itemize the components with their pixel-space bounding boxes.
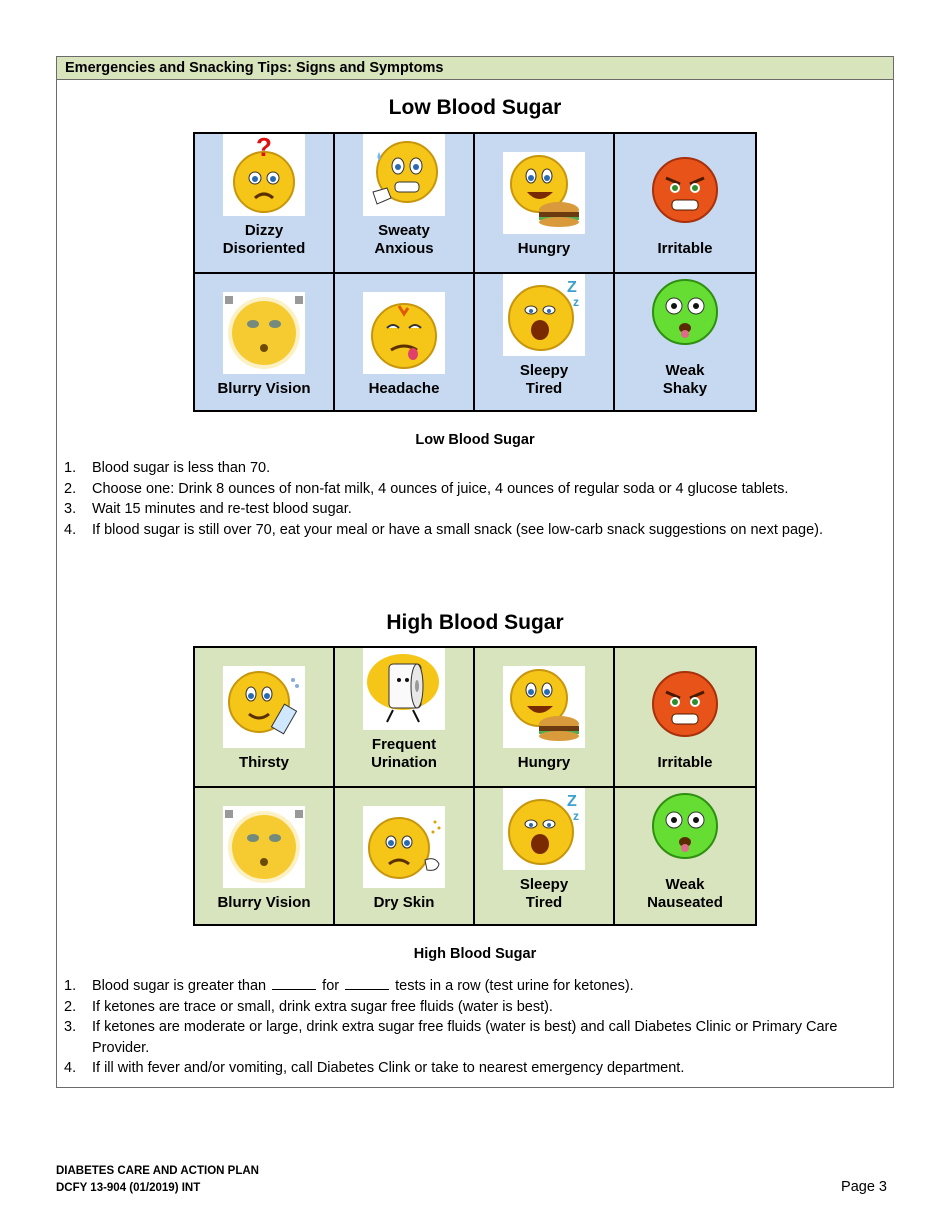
list-text: If blood sugar is still over 70, eat your meal or have a small snack (see low-carb snack suggestions on next page). [92, 521, 824, 538]
list-text: If ketones are trace or small, drink extra sugar free fluids (water is best). [92, 998, 553, 1015]
footer-form-title: DIABETES CARE AND ACTION PLAN [56, 1165, 259, 1177]
high-blood-sugar-steps [64, 976, 884, 1079]
page-number: Page 3 [841, 1179, 887, 1195]
list-number: 3. [64, 501, 77, 517]
high-cell-sleepy [475, 788, 615, 926]
cell-label-line1: Weak [665, 876, 705, 893]
cell-label-line1: Sweaty [378, 222, 430, 239]
high-cell-urination [335, 648, 475, 788]
low-cell-sweaty [335, 134, 475, 274]
cell-label-line2: Anxious [374, 240, 434, 257]
cell-label-line1: Headache [368, 380, 440, 397]
high-cell-weak [615, 788, 755, 926]
list-item [64, 1058, 884, 1079]
low-blood-sugar-caption: Low Blood Sugar [415, 432, 535, 448]
sweaty-face-icon [363, 134, 445, 216]
list-item [64, 976, 884, 997]
list-item [64, 479, 884, 500]
toilet-paper-icon [363, 648, 445, 730]
low-cell-weak [615, 274, 755, 412]
dizzy-face-icon [223, 134, 305, 216]
svg-text:?: ? [256, 134, 272, 162]
list-number: 2. [64, 998, 77, 1015]
svg-text:Z: Z [567, 793, 577, 810]
low-cell-blurry [195, 274, 335, 412]
list-text: If ketones are moderate or large, drink extra sugar free fluids (water is best) and call Diabetes Clinic or Primary Care Provider. [92, 1019, 838, 1056]
cell-label-line2: Urination [371, 754, 437, 771]
cell-label-line2: Nauseated [647, 894, 723, 911]
list-text: Wait 15 minutes and re-test blood sugar. [92, 501, 352, 517]
low-symptoms-grid [193, 132, 757, 412]
cell-label-line2: Disoriented [222, 240, 306, 257]
list-item [64, 997, 884, 1018]
sleepy-face-icon [503, 788, 585, 870]
low-blood-sugar-title: Low Blood Sugar [388, 96, 562, 119]
list-number: 1. [64, 460, 77, 476]
headache-face-icon [363, 292, 445, 374]
high-symptoms-grid [193, 646, 757, 926]
cell-label-line1: Frequent [371, 736, 437, 753]
svg-text:z: z [573, 809, 579, 823]
list-item [64, 458, 884, 479]
sleepy-face-icon [503, 274, 585, 356]
footer-form-number: DCFY 13-904 (01/2019) INT [56, 1182, 201, 1194]
list-number: 4. [64, 1060, 77, 1076]
list-text: Blood sugar is less than 70. [92, 460, 271, 476]
dry-skin-face-icon [363, 806, 445, 888]
list-text: Choose one: Drink 8 ounces of non-fat milk, 4 ounces of juice, 4 ounces of regular soda or 4 glucose tablets. [92, 480, 789, 497]
cell-label-line2: Tired [525, 380, 563, 397]
list-item [64, 499, 884, 520]
list-text: for [322, 978, 340, 994]
high-cell-hungry [475, 648, 615, 788]
sick-face-icon [644, 788, 726, 870]
list-text: If ill with fever and/or vomiting, call Diabetes Clink or take to nearest emergency department. [92, 1060, 685, 1076]
footer-form-info [56, 1163, 259, 1197]
list-item [64, 520, 884, 541]
list-number: 1. [64, 978, 77, 994]
high-cell-blurry [195, 788, 335, 926]
hungry-face-icon [503, 666, 585, 748]
cell-label-line1: Hungry [517, 240, 571, 257]
cell-label-line1: Blurry Vision [217, 894, 311, 911]
cell-label-line1: Dry Skin [373, 894, 435, 911]
cell-label-line1: Thirsty [238, 754, 289, 771]
thirsty-face-icon [223, 666, 305, 748]
low-cell-irritable [615, 134, 755, 274]
sick-face-icon [644, 274, 726, 356]
cell-label-line1: Dizzy [244, 222, 284, 239]
low-cell-sleepy [475, 274, 615, 412]
hungry-face-icon [503, 152, 585, 234]
list-text: Blood sugar is greater than [92, 978, 267, 994]
cell-label-line1: Weak [665, 362, 705, 379]
high-cell-dry-skin [335, 788, 475, 926]
section-header: Emergencies and Snacking Tips: Signs and Symptoms [57, 57, 893, 80]
cell-label-line1: Irritable [657, 754, 713, 771]
low-cell-hungry [475, 134, 615, 274]
high-cell-thirsty [195, 648, 335, 788]
blank-line-field[interactable] [272, 977, 316, 990]
list-number: 2. [64, 480, 77, 497]
high-cell-irritable [615, 648, 755, 788]
low-cell-headache [335, 274, 475, 412]
svg-text:z: z [573, 295, 579, 309]
list-item [64, 1017, 884, 1058]
irritable-face-icon [644, 152, 726, 234]
blank-line-field[interactable] [345, 977, 389, 990]
cell-label-line1: Sleepy [519, 362, 569, 379]
cell-label-line1: Blurry Vision [217, 380, 311, 397]
high-blood-sugar-title: High Blood Sugar [386, 611, 564, 634]
list-number: 3. [64, 1019, 77, 1035]
high-blood-sugar-caption: High Blood Sugar [413, 946, 537, 962]
list-text: tests in a row (test urine for ketones). [395, 978, 634, 994]
blurry-face-icon [223, 292, 305, 374]
list-number: 4. [64, 521, 77, 538]
blurry-face-icon [223, 806, 305, 888]
irritable-face-icon [644, 666, 726, 748]
cell-label-line1: Sleepy [519, 876, 569, 893]
svg-text:Z: Z [567, 279, 577, 296]
low-blood-sugar-steps [64, 458, 884, 540]
low-cell-dizzy [195, 134, 335, 274]
cell-label-line1: Hungry [517, 754, 571, 771]
cell-label-line2: Tired [525, 894, 563, 911]
cell-label-line1: Irritable [657, 240, 713, 257]
cell-label-line2: Shaky [662, 380, 708, 397]
